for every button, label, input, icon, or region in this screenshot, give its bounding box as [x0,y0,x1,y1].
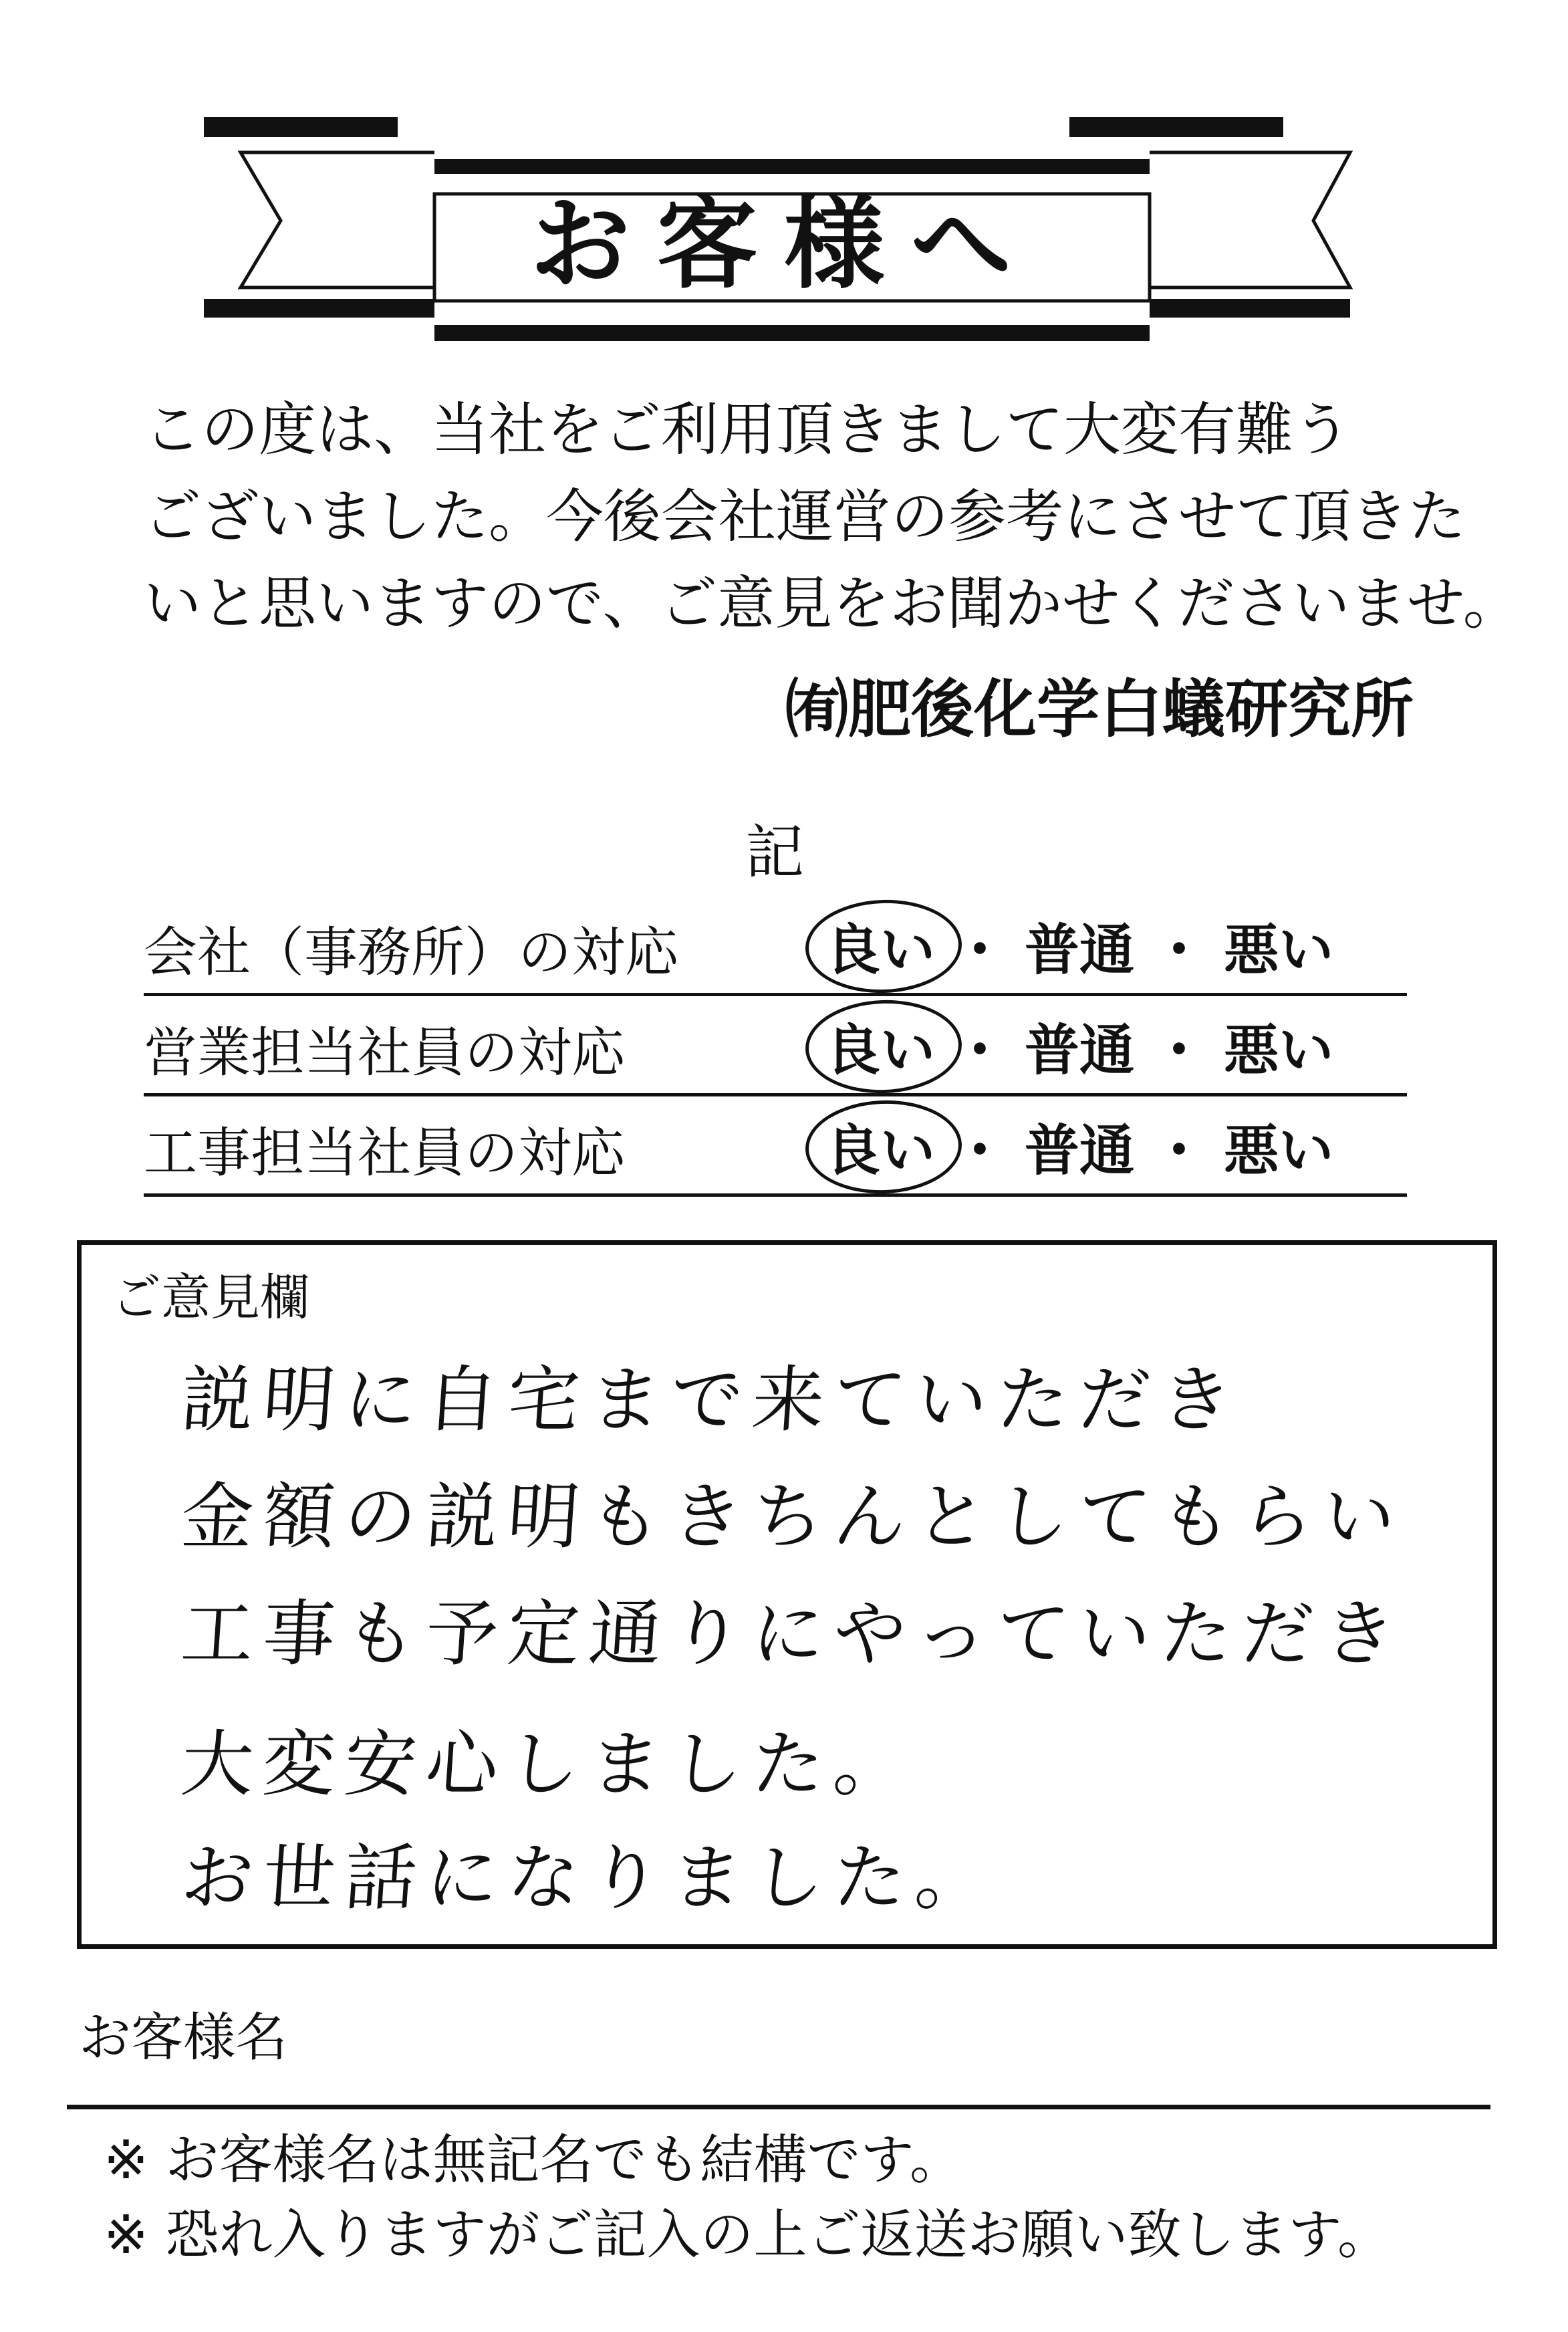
customer-name-label: お客様名 [79,2008,288,2068]
handwritten-comment-line: 金額の説明もきちんとしてもらい [178,1476,1408,1559]
option-good-selected[interactable]: 良い [825,1007,935,1085]
intro-line: いと思いますので、ご意見をお聞かせくださいませ。 [144,570,1521,637]
option-good-selected[interactable]: 良い [825,907,935,985]
option-separator: ・ [952,1119,1008,1183]
intro-line: この度は、当社をご利用頂きまして大変有難う [144,396,1351,463]
handwritten-comment-line: 大変安心しました。 [178,1723,918,1806]
option-good-selected[interactable]: 良い [825,1107,935,1185]
intro-line: ございました。今後会社運営の参考にさせて頂きた [144,483,1466,550]
option-separator: ・ [1152,1019,1207,1082]
rating-options [825,1007,1414,1085]
rating-options [825,907,1414,985]
note-line: ※ お客様名は無記名でも結構です。 [104,2129,964,2191]
intro-text [144,386,1521,647]
rating-label: 営業担当社員の対応 [144,1022,625,1084]
comment-label: ご意見欄 [112,1269,309,1326]
option-bad[interactable]: 悪い [1224,1019,1334,1082]
rating-row-office [144,896,1407,996]
option-normal[interactable]: 普通 [1025,919,1135,982]
option-separator: ・ [1152,1119,1207,1183]
option-separator: ・ [952,919,1008,982]
comment-box[interactable] [77,1240,1497,1949]
customer-name-field[interactable] [67,2105,1490,2109]
page-title: お客様へ [529,185,1038,303]
ki-heading: 記 [745,818,805,887]
option-normal[interactable]: 普通 [1025,1019,1135,1082]
option-bad[interactable]: 悪い [1224,919,1334,982]
rating-row-construction [144,1096,1407,1197]
notes [104,2123,1391,2272]
rating-label: 会社（事務所）の対応 [144,921,678,983]
option-normal[interactable]: 普通 [1025,1119,1135,1183]
option-bad[interactable]: 悪い [1224,1119,1334,1183]
note-line: ※ 恐れ入りますがご記入の上ご返送お願い致します。 [104,2204,1392,2266]
handwritten-comment-line: 説明に自宅まで来ていただき [178,1359,1245,1442]
rating-label: 工事担当社員の対応 [144,1122,625,1184]
rating-options [825,1107,1414,1185]
rating-row-sales [144,996,1407,1096]
company-name: ㈲肥後化学白蟻研究所 [785,673,1414,746]
handwritten-comment-line: お世話になりました。 [178,1837,1000,1920]
handwritten-comment-line: 工事も予定通りにやっていただき [178,1593,1408,1676]
option-separator: ・ [1152,919,1207,982]
option-separator: ・ [952,1019,1008,1082]
